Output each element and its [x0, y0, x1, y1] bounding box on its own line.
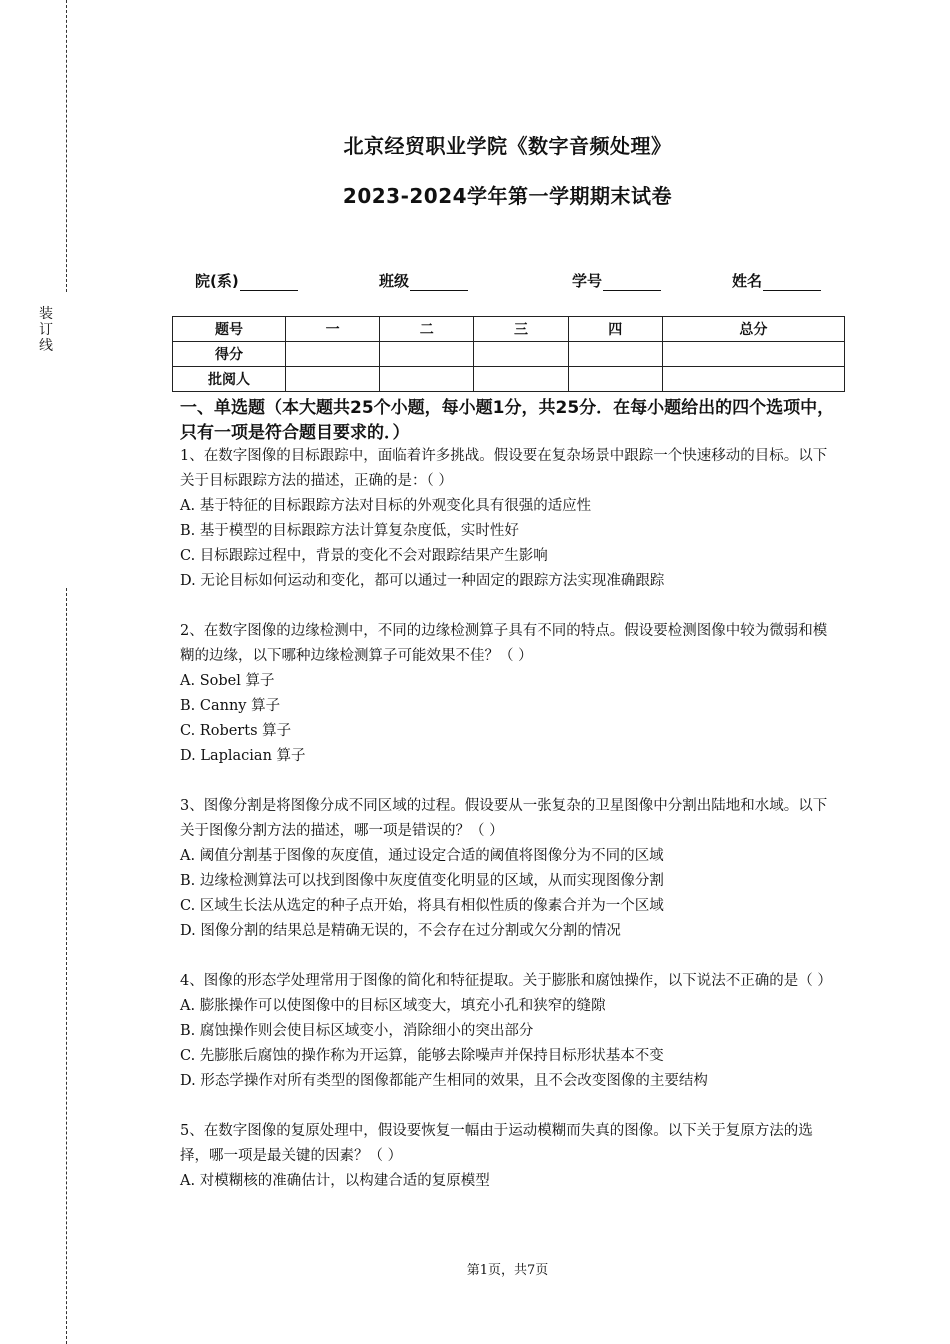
class-field [379, 270, 468, 291]
question-option: C. 目标跟踪过程中，背景的变化不会对跟踪结果产生影响 [180, 548, 548, 564]
score-cell[interactable] [568, 342, 662, 367]
question-option: A. Sobel 算子 [180, 673, 275, 689]
row-header-score: 得分 [173, 342, 286, 367]
score-table-grader-row [173, 367, 845, 392]
grader-cell[interactable] [662, 367, 844, 392]
question-option: C. Roberts 算子 [180, 723, 292, 739]
department-blank[interactable] [240, 274, 298, 291]
question-item [180, 969, 840, 1094]
name-blank[interactable] [763, 274, 821, 291]
grader-cell[interactable] [286, 367, 380, 392]
question-option: A. 对模糊核的准确估计，以构建合适的复原模型 [180, 1173, 490, 1189]
question-option: B. 腐蚀操作则会使目标区域变小，消除细小的突出部分 [180, 1023, 534, 1039]
question-option: A. 基于特征的目标跟踪方法对目标的外观变化具有很强的适应性 [180, 498, 592, 514]
question-item [180, 444, 840, 594]
student-id-field [572, 270, 661, 291]
score-table-header-row [173, 317, 845, 342]
score-cell[interactable] [380, 342, 474, 367]
question-item [180, 619, 840, 769]
score-cell[interactable] [474, 342, 568, 367]
exam-title-line1: 北京经贸职业学院《数字音频处理》 [343, 134, 672, 158]
grader-cell[interactable] [474, 367, 568, 392]
student-id-blank[interactable] [603, 274, 661, 291]
question-option: A. 膨胀操作可以使图像中的目标区域变大，填充小孔和狭窄的缝隙 [180, 998, 606, 1014]
exam-title-line2: 2023-2024学年第一学期期末试卷 [342, 184, 673, 208]
question-item [180, 794, 840, 944]
grader-cell[interactable] [380, 367, 474, 392]
question-option: C. 区域生长法从选定的种子点开始，将具有相似性质的像素合并为一个区域 [180, 898, 664, 914]
section-1-heading: 一、单选题（本大题共25个小题，每小题1分，共25分．在每小题给出的四个选项中，只有一项是符合题目要求的．） [180, 398, 835, 443]
score-table [172, 316, 845, 392]
department-field [195, 270, 298, 291]
question-stem: 1、在数字图像的目标跟踪中，面临着许多挑战。假设要在复杂场景中跟踪一个快速移动的目标。以下关于目标跟踪方法的描述，正确的是：（ ） [180, 448, 828, 489]
column-2: 二 [380, 317, 474, 342]
name-field [732, 270, 821, 291]
binding-dashed-line-bottom [66, 588, 67, 1344]
column-4: 四 [568, 317, 662, 342]
page-number: 第1页，共7页 [466, 1263, 549, 1278]
question-option: B. 边缘检测算法可以找到图像中灰度值变化明显的区域，从而实现图像分割 [180, 873, 664, 889]
column-3: 三 [474, 317, 568, 342]
question-option: D. 形态学操作对所有类型的图像都能产生相同的效果，且不会改变图像的主要结构 [180, 1073, 708, 1089]
department-label: 院(系) [195, 272, 239, 290]
score-table-score-row [173, 342, 845, 367]
column-1: 一 [286, 317, 380, 342]
question-option: D. 图像分割的结果总是精确无误的，不会存在过分割或欠分割的情况 [180, 923, 621, 939]
question-option: B. 基于模型的目标跟踪方法计算复杂度低，实时性好 [180, 523, 519, 539]
question-option: C. 先膨胀后腐蚀的操作称为开运算，能够去除噪声并保持目标形状基本不变 [180, 1048, 664, 1064]
question-option: B. Canny 算子 [180, 698, 281, 714]
question-item [180, 1119, 840, 1194]
question-stem: 3、图像分割是将图像分成不同区域的过程。假设要从一张复杂的卫星图像中分割出陆地和水域。以下关于图像分割方法的描述，哪一项是错误的？（ ） [180, 798, 828, 839]
student-id-label: 学号 [572, 272, 603, 290]
name-label: 姓名 [732, 272, 763, 290]
question-stem: 2、在数字图像的边缘检测中，不同的边缘检测算子具有不同的特点。假设要检测图像中较为微弱和模糊的边缘，以下哪种边缘检测算子可能效果不佳？（ ） [180, 623, 828, 664]
grader-cell[interactable] [568, 367, 662, 392]
question-stem: 4、图像的形态学处理常用于图像的简化和特征提取。关于膨胀和腐蚀操作，以下说法不正确的是（ ） [180, 973, 832, 989]
question-list [180, 444, 840, 1219]
question-option: D. Laplacian 算子 [180, 748, 306, 764]
row-header-grader: 批阅人 [173, 367, 286, 392]
question-option: A. 阈值分割基于图像的灰度值，通过设定合适的阈值将图像分为不同的区域 [180, 848, 664, 864]
score-cell[interactable] [286, 342, 380, 367]
question-option: D. 无论目标如何运动和变化，都可以通过一种固定的跟踪方法实现准确跟踪 [180, 573, 665, 589]
class-blank[interactable] [410, 274, 468, 291]
score-cell[interactable] [662, 342, 844, 367]
binding-line-label: 装订线 [39, 306, 53, 354]
row-header-question-number: 题号 [173, 317, 286, 342]
column-total: 总分 [662, 317, 844, 342]
class-label: 班级 [379, 272, 410, 290]
question-stem: 5、在数字图像的复原处理中，假设要恢复一幅由于运动模糊而失真的图像。以下关于复原方法的选择，哪一项是最关键的因素？（ ） [180, 1123, 813, 1164]
